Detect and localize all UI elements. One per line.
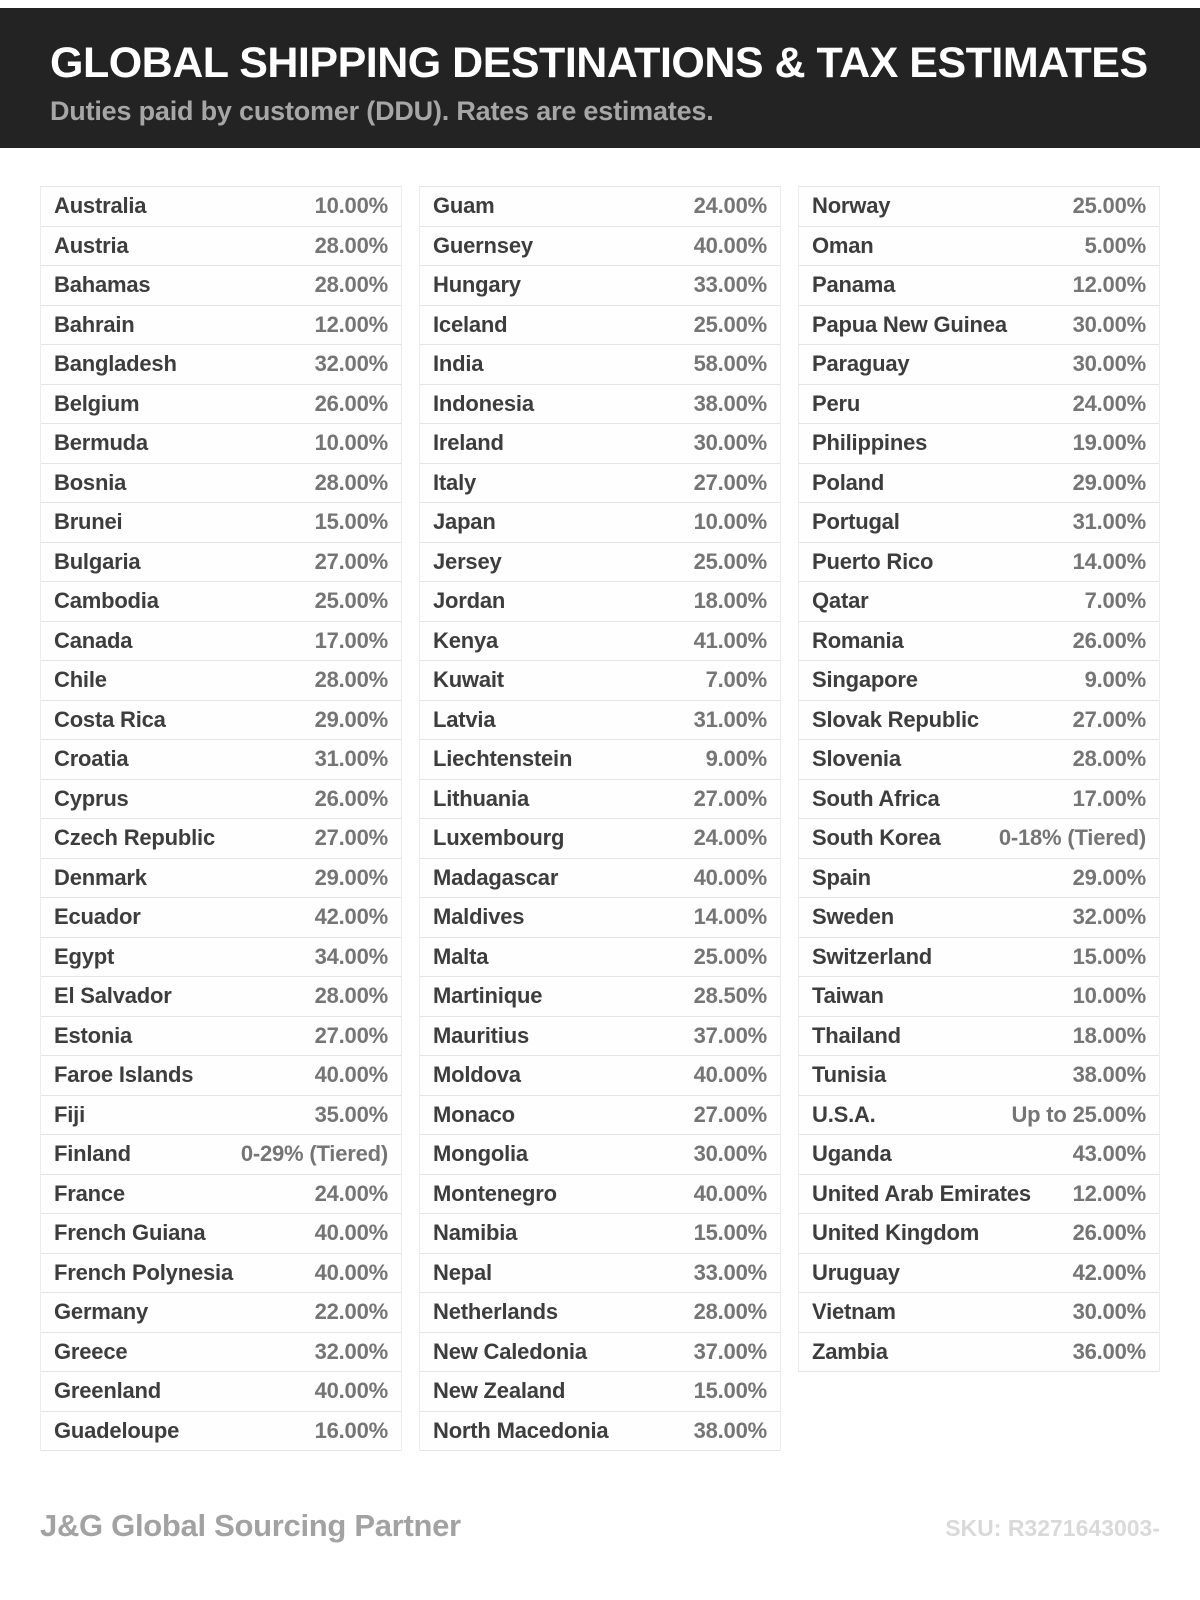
table-row <box>799 1214 1159 1254</box>
country-name: India <box>433 351 484 377</box>
table-row <box>799 819 1159 859</box>
country-name: Indonesia <box>433 390 534 416</box>
rate-value: 28.00% <box>314 232 388 258</box>
table-row <box>799 1135 1159 1175</box>
country-name: Romania <box>812 627 904 653</box>
country-name: New Caledonia <box>433 1338 587 1364</box>
country-name: Malta <box>433 943 489 969</box>
rate-value: 27.00% <box>1072 706 1146 732</box>
table-row <box>420 385 780 425</box>
country-name: U.S.A. <box>812 1101 876 1127</box>
rate-value: 18.00% <box>1072 1022 1146 1048</box>
table-row <box>799 464 1159 504</box>
country-name: Maldives <box>433 904 525 930</box>
rate-value: Up to 25.00% <box>1011 1101 1146 1127</box>
country-name: Bangladesh <box>54 351 177 377</box>
rate-value: 25.00% <box>693 943 767 969</box>
rate-value: 10.00% <box>1072 983 1146 1009</box>
country-name: Peru <box>812 390 861 416</box>
country-name: Switzerland <box>812 943 933 969</box>
table-row <box>420 740 780 780</box>
rate-value: 33.00% <box>693 1259 767 1285</box>
table-row <box>799 1096 1159 1136</box>
table-row <box>420 582 780 622</box>
table-row <box>420 780 780 820</box>
country-name: Costa Rica <box>54 706 166 732</box>
table-row <box>799 938 1159 978</box>
rates-column-1 <box>40 186 402 1451</box>
country-name: Thailand <box>812 1022 901 1048</box>
country-name: Paraguay <box>812 351 910 377</box>
country-name: Jordan <box>433 588 506 614</box>
page-title: GLOBAL SHIPPING DESTINATIONS & TAX ESTIMATES <box>50 39 1148 87</box>
rate-value: 17.00% <box>1072 785 1146 811</box>
rate-value: 33.00% <box>693 272 767 298</box>
table-row <box>799 1056 1159 1096</box>
rate-value: 19.00% <box>1072 430 1146 456</box>
page-subtitle: Duties paid by customer (DDU). Rates are estimates. <box>50 96 714 126</box>
country-name: Jersey <box>433 548 502 574</box>
table-row <box>41 859 401 899</box>
rate-value: 15.00% <box>1072 943 1146 969</box>
rate-value: 24.00% <box>693 825 767 851</box>
rate-value: 28.00% <box>1072 746 1146 772</box>
rate-value: 40.00% <box>314 1062 388 1088</box>
country-name: Italy <box>433 469 477 495</box>
rate-value: 38.00% <box>693 390 767 416</box>
rate-value: 24.00% <box>314 1180 388 1206</box>
table-row <box>41 661 401 701</box>
rate-value: 25.00% <box>314 588 388 614</box>
country-name: Montenegro <box>433 1180 557 1206</box>
table-row <box>420 1412 780 1452</box>
country-name: Canada <box>54 627 133 653</box>
country-name: Nepal <box>433 1259 492 1285</box>
country-name: Monaco <box>433 1101 515 1127</box>
rate-value: 27.00% <box>693 1101 767 1127</box>
rate-value: 17.00% <box>314 627 388 653</box>
table-row <box>799 977 1159 1017</box>
country-name: Namibia <box>433 1220 518 1246</box>
rate-value: 29.00% <box>314 706 388 732</box>
rate-value: 12.00% <box>1072 1180 1146 1206</box>
rate-value: 10.00% <box>693 509 767 535</box>
country-name: Slovak Republic <box>812 706 979 732</box>
page-footer <box>40 1508 1160 1544</box>
table-row <box>420 1135 780 1175</box>
table-row <box>420 187 780 227</box>
rate-value: 32.00% <box>1072 904 1146 930</box>
rates-grid <box>40 186 1160 1451</box>
country-name: Iceland <box>433 311 508 337</box>
table-row <box>799 582 1159 622</box>
country-name: North Macedonia <box>433 1417 609 1443</box>
country-name: Japan <box>433 509 496 535</box>
rates-column-2 <box>419 186 781 1451</box>
table-row <box>420 1333 780 1373</box>
table-row <box>41 385 401 425</box>
table-row <box>420 464 780 504</box>
country-name: Uganda <box>812 1141 892 1167</box>
country-name: Belgium <box>54 390 140 416</box>
rate-value: 40.00% <box>693 232 767 258</box>
country-name: Tunisia <box>812 1062 886 1088</box>
rate-value: 26.00% <box>314 785 388 811</box>
table-row <box>420 898 780 938</box>
country-name: France <box>54 1180 125 1206</box>
table-row <box>420 819 780 859</box>
rate-value: 18.00% <box>693 588 767 614</box>
table-row <box>41 819 401 859</box>
country-name: Faroe Islands <box>54 1062 194 1088</box>
rate-value: 12.00% <box>1072 272 1146 298</box>
table-row <box>420 859 780 899</box>
rate-value: 24.00% <box>1072 390 1146 416</box>
table-row <box>799 1017 1159 1057</box>
rate-value: 37.00% <box>693 1338 767 1364</box>
table-row <box>41 1254 401 1294</box>
table-row <box>799 385 1159 425</box>
table-row <box>799 661 1159 701</box>
country-name: Mauritius <box>433 1022 529 1048</box>
table-row <box>799 503 1159 543</box>
rate-value: 58.00% <box>693 351 767 377</box>
rate-value: 28.50% <box>693 983 767 1009</box>
rate-value: 40.00% <box>314 1378 388 1404</box>
table-row <box>799 1293 1159 1333</box>
rate-value: 32.00% <box>314 1338 388 1364</box>
rate-value: 35.00% <box>314 1101 388 1127</box>
country-name: United Arab Emirates <box>812 1180 1031 1206</box>
table-row <box>41 1333 401 1373</box>
table-row <box>41 345 401 385</box>
table-row <box>420 227 780 267</box>
country-name: Mongolia <box>433 1141 528 1167</box>
table-row <box>799 306 1159 346</box>
country-name: Puerto Rico <box>812 548 934 574</box>
country-name: Brunei <box>54 509 123 535</box>
rate-value: 28.00% <box>314 272 388 298</box>
table-row <box>420 306 780 346</box>
country-name: Bosnia <box>54 469 127 495</box>
table-row <box>420 1372 780 1412</box>
rate-value: 40.00% <box>693 864 767 890</box>
country-name: Vietnam <box>812 1299 896 1325</box>
rate-value: 27.00% <box>693 469 767 495</box>
table-row <box>799 1254 1159 1294</box>
rate-value: 9.00% <box>705 746 767 772</box>
table-row <box>420 938 780 978</box>
rate-value: 7.00% <box>705 667 767 693</box>
country-name: Netherlands <box>433 1299 558 1325</box>
country-name: Kuwait <box>433 667 504 693</box>
rate-value: 30.00% <box>1072 311 1146 337</box>
table-row <box>799 543 1159 583</box>
rate-value: 27.00% <box>693 785 767 811</box>
country-name: Zambia <box>812 1338 888 1364</box>
sku-label: SKU: R3271643003- <box>945 1515 1160 1541</box>
table-row <box>41 1135 401 1175</box>
rate-value: 27.00% <box>314 825 388 851</box>
table-row <box>41 1412 401 1452</box>
country-name: Bahamas <box>54 272 151 298</box>
table-row <box>420 543 780 583</box>
rate-value: 16.00% <box>314 1417 388 1443</box>
rate-value: 29.00% <box>1072 864 1146 890</box>
table-row <box>420 1293 780 1333</box>
table-row <box>41 187 401 227</box>
table-row <box>799 701 1159 741</box>
country-name: Chile <box>54 667 107 693</box>
rate-value: 34.00% <box>314 943 388 969</box>
table-row <box>41 1096 401 1136</box>
country-name: Bulgaria <box>54 548 141 574</box>
country-name: Panama <box>812 272 896 298</box>
table-row <box>420 1214 780 1254</box>
rate-value: 10.00% <box>314 430 388 456</box>
country-name: Ecuador <box>54 904 141 930</box>
rate-value: 32.00% <box>314 351 388 377</box>
rate-value: 30.00% <box>693 1141 767 1167</box>
rate-value: 25.00% <box>693 311 767 337</box>
rate-value: 22.00% <box>314 1299 388 1325</box>
country-name: Martinique <box>433 983 543 1009</box>
table-row <box>41 1056 401 1096</box>
table-row <box>41 306 401 346</box>
rate-value: 24.00% <box>693 193 767 219</box>
table-row <box>799 187 1159 227</box>
table-row <box>420 1096 780 1136</box>
country-name: Denmark <box>54 864 147 890</box>
table-row <box>799 345 1159 385</box>
rate-value: 29.00% <box>1072 469 1146 495</box>
country-name: Papua New Guinea <box>812 311 1007 337</box>
rate-value: 30.00% <box>693 430 767 456</box>
country-name: Latvia <box>433 706 496 732</box>
table-row <box>420 622 780 662</box>
rate-value: 31.00% <box>1072 509 1146 535</box>
table-row <box>41 622 401 662</box>
table-row <box>799 780 1159 820</box>
country-name: Hungary <box>433 272 521 298</box>
rate-value: 15.00% <box>693 1220 767 1246</box>
rate-value: 28.00% <box>314 983 388 1009</box>
rate-value: 5.00% <box>1084 232 1146 258</box>
table-row <box>41 1214 401 1254</box>
country-name: Philippines <box>812 430 928 456</box>
rate-value: 38.00% <box>693 1417 767 1443</box>
country-name: Czech Republic <box>54 825 216 851</box>
table-row <box>420 266 780 306</box>
country-name: Uruguay <box>812 1259 900 1285</box>
rate-value: 31.00% <box>314 746 388 772</box>
table-row <box>420 977 780 1017</box>
country-name: Sweden <box>812 904 894 930</box>
country-name: French Polynesia <box>54 1259 233 1285</box>
country-name: Madagascar <box>433 864 559 890</box>
country-name: Bahrain <box>54 311 135 337</box>
rate-value: 26.00% <box>1072 627 1146 653</box>
country-name: Greenland <box>54 1378 162 1404</box>
rate-value: 25.00% <box>1072 193 1146 219</box>
table-row <box>799 740 1159 780</box>
rate-value: 38.00% <box>1072 1062 1146 1088</box>
country-name: French Guiana <box>54 1220 206 1246</box>
country-name: Poland <box>812 469 885 495</box>
table-row <box>41 780 401 820</box>
table-row <box>799 424 1159 464</box>
rate-value: 0-18% (Tiered) <box>998 825 1146 851</box>
rate-value: 27.00% <box>314 548 388 574</box>
country-name: Portugal <box>812 509 900 535</box>
table-row <box>799 622 1159 662</box>
rate-value: 25.00% <box>693 548 767 574</box>
country-name: Egypt <box>54 943 115 969</box>
country-name: Moldova <box>433 1062 521 1088</box>
table-row <box>420 424 780 464</box>
table-row <box>420 661 780 701</box>
rate-value: 43.00% <box>1072 1141 1146 1167</box>
country-name: Croatia <box>54 746 129 772</box>
country-name: Qatar <box>812 588 869 614</box>
rate-value: 29.00% <box>314 864 388 890</box>
page-header <box>0 8 1200 148</box>
rate-value: 0-29% (Tiered) <box>240 1141 388 1167</box>
country-name: Guam <box>433 193 495 219</box>
rate-value: 41.00% <box>693 627 767 653</box>
rate-value: 12.00% <box>314 311 388 337</box>
rate-value: 14.00% <box>1072 548 1146 574</box>
rate-value: 28.00% <box>314 469 388 495</box>
country-name: Taiwan <box>812 983 884 1009</box>
table-row <box>420 503 780 543</box>
table-row <box>420 701 780 741</box>
table-row <box>799 1175 1159 1215</box>
rate-value: 42.00% <box>314 904 388 930</box>
country-name: Germany <box>54 1299 148 1325</box>
table-row <box>41 938 401 978</box>
table-row <box>420 345 780 385</box>
rate-value: 15.00% <box>314 509 388 535</box>
country-name: Bermuda <box>54 430 148 456</box>
table-row <box>41 266 401 306</box>
table-row <box>41 898 401 938</box>
table-row <box>799 266 1159 306</box>
rate-value: 31.00% <box>693 706 767 732</box>
rate-value: 27.00% <box>314 1022 388 1048</box>
table-row <box>799 227 1159 267</box>
rate-value: 9.00% <box>1084 667 1146 693</box>
table-row <box>41 1372 401 1412</box>
table-row <box>41 227 401 267</box>
table-row <box>420 1175 780 1215</box>
country-name: Singapore <box>812 667 918 693</box>
country-name: New Zealand <box>433 1378 566 1404</box>
country-name: Oman <box>812 232 874 258</box>
table-row <box>41 464 401 504</box>
country-name: Greece <box>54 1338 128 1364</box>
country-name: Ireland <box>433 430 504 456</box>
country-name: Cambodia <box>54 588 159 614</box>
rate-value: 36.00% <box>1072 1338 1146 1364</box>
table-row <box>799 898 1159 938</box>
table-row <box>420 1017 780 1057</box>
table-row <box>41 1293 401 1333</box>
country-name: Finland <box>54 1141 131 1167</box>
country-name: Slovenia <box>812 746 901 772</box>
rate-value: 40.00% <box>693 1180 767 1206</box>
country-name: Norway <box>812 193 891 219</box>
table-row <box>41 1017 401 1057</box>
rate-value: 28.00% <box>693 1299 767 1325</box>
rate-value: 14.00% <box>693 904 767 930</box>
table-row <box>799 859 1159 899</box>
rate-value: 7.00% <box>1084 588 1146 614</box>
country-name: El Salvador <box>54 983 172 1009</box>
rate-value: 37.00% <box>693 1022 767 1048</box>
country-name: Fiji <box>54 1101 85 1127</box>
rate-value: 10.00% <box>314 193 388 219</box>
country-name: Spain <box>812 864 871 890</box>
table-row <box>420 1056 780 1096</box>
rate-value: 26.00% <box>1072 1220 1146 1246</box>
table-row <box>41 740 401 780</box>
rate-value: 30.00% <box>1072 1299 1146 1325</box>
country-name: United Kingdom <box>812 1220 980 1246</box>
country-name: Austria <box>54 232 129 258</box>
rate-value: 40.00% <box>693 1062 767 1088</box>
country-name: Guernsey <box>433 232 533 258</box>
country-name: Lithuania <box>433 785 529 811</box>
table-row <box>420 1254 780 1294</box>
country-name: Luxembourg <box>433 825 565 851</box>
rate-value: 26.00% <box>314 390 388 416</box>
rate-value: 40.00% <box>314 1220 388 1246</box>
table-row <box>41 543 401 583</box>
table-row <box>41 701 401 741</box>
country-name: South Korea <box>812 825 941 851</box>
table-row <box>41 1175 401 1215</box>
rate-value: 28.00% <box>314 667 388 693</box>
country-name: South Africa <box>812 785 940 811</box>
country-name: Australia <box>54 193 147 219</box>
rate-value: 30.00% <box>1072 351 1146 377</box>
brand-name: J&G Global Sourcing Partner <box>40 1508 461 1543</box>
country-name: Cyprus <box>54 785 129 811</box>
table-row <box>41 503 401 543</box>
table-row <box>41 977 401 1017</box>
country-name: Guadeloupe <box>54 1417 180 1443</box>
rate-value: 42.00% <box>1072 1259 1146 1285</box>
country-name: Estonia <box>54 1022 133 1048</box>
rates-column-3 <box>798 186 1160 1372</box>
country-name: Liechtenstein <box>433 746 573 772</box>
table-row <box>799 1333 1159 1373</box>
table-row <box>41 582 401 622</box>
rate-value: 15.00% <box>693 1378 767 1404</box>
table-row <box>41 424 401 464</box>
rate-value: 40.00% <box>314 1259 388 1285</box>
country-name: Kenya <box>433 627 499 653</box>
